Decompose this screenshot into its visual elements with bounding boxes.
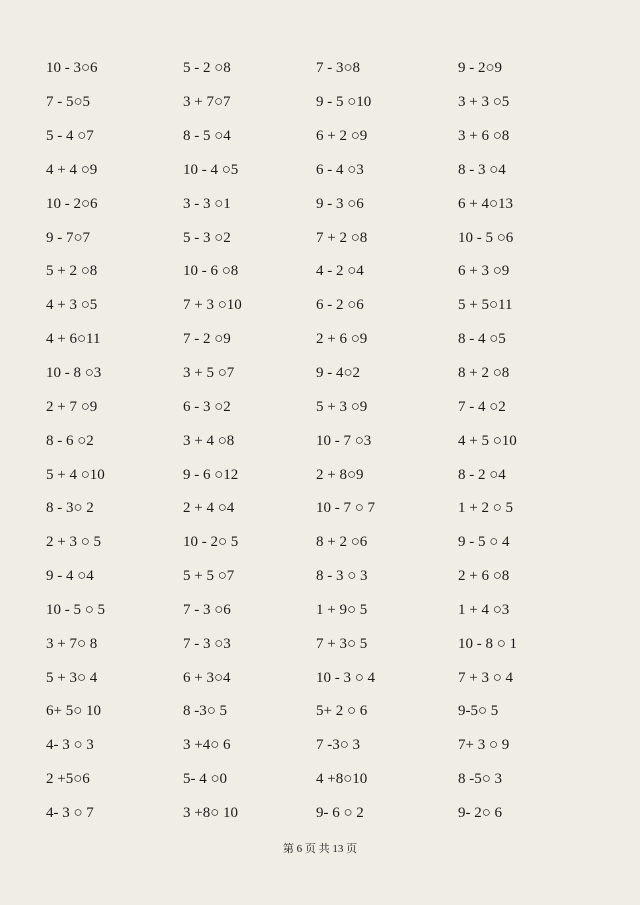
exercise-item: 10 - 4 ○5 [183, 161, 239, 178]
exercise-row [46, 695, 606, 729]
exercise-item: 3 + 6 ○8 [458, 128, 510, 145]
exercise-row [46, 221, 606, 255]
exercise-item: 7 -3○ 3 [316, 737, 361, 754]
exercise-row [46, 797, 606, 831]
exercise-item: 10 - 6 ○8 [183, 263, 239, 280]
exercise-item: 6 + 3 ○9 [458, 263, 510, 280]
exercise-row [46, 729, 606, 763]
exercise-item: 8 -5○ 3 [458, 771, 503, 788]
exercise-item: 2 + 3 ○ 5 [46, 534, 102, 551]
exercise-item: 2 +5○6 [46, 771, 90, 788]
exercise-item: 3 + 7○7 [183, 94, 231, 111]
exercise-item: 4 + 4 ○9 [46, 161, 98, 178]
exercise-item: 6+ 5○ 10 [46, 703, 102, 720]
exercise-item: 7 - 4 ○2 [458, 398, 506, 415]
exercise-item: 10 - 7 ○3 [316, 432, 372, 449]
exercise-item: 10 - 2○ 5 [183, 534, 239, 551]
exercise-item: 5 + 2 ○8 [46, 263, 98, 280]
exercise-row [46, 424, 606, 458]
exercise-item: 4 + 6○11 [46, 331, 101, 348]
exercise-row [46, 594, 606, 628]
exercise-item: 10 - 3 ○ 4 [316, 669, 376, 686]
exercise-item: 8 - 5 ○4 [183, 128, 231, 145]
exercise-item: 4 - 2 ○4 [316, 263, 364, 280]
exercise-item: 3 +4○ 6 [183, 737, 231, 754]
exercise-item: 4 +8○10 [316, 771, 368, 788]
exercise-item: 9-5○ 5 [458, 703, 499, 720]
exercise-item: 9 - 3 ○6 [316, 195, 364, 212]
exercise-item: 8 - 3○ 2 [46, 500, 94, 517]
exercise-item: 3 - 3 ○1 [183, 195, 231, 212]
exercise-item: 1 + 4 ○3 [458, 601, 510, 618]
exercise-item: 2 + 7 ○9 [46, 398, 98, 415]
exercise-item: 3 + 3 ○5 [458, 94, 510, 111]
exercise-item: 4 + 5 ○10 [458, 432, 517, 449]
exercise-item: 5 + 3○ 4 [46, 669, 98, 686]
exercise-item: 5- 4 ○0 [183, 771, 228, 788]
exercise-item: 9 - 4○2 [316, 365, 361, 382]
exercise-item: 7 + 3○ 5 [316, 635, 368, 652]
exercise-item: 5 + 3 ○9 [316, 398, 368, 415]
exercise-item: 4- 3 ○ 7 [46, 804, 94, 821]
exercise-item: 2 + 8○9 [316, 466, 364, 483]
exercise-item: 8 - 4 ○5 [458, 331, 506, 348]
exercise-item: 3 + 4 ○8 [183, 432, 235, 449]
exercise-item: 5 + 4 ○10 [46, 466, 105, 483]
exercise-item: 10 - 5 ○6 [458, 229, 514, 246]
exercise-item: 9 - 5 ○ 4 [458, 534, 510, 551]
exercise-item: 2 + 4 ○4 [183, 500, 235, 517]
exercise-item: 9- 2○ 6 [458, 804, 503, 821]
exercise-item: 8 + 2 ○8 [458, 365, 510, 382]
exercise-item: 6 + 2 ○9 [316, 128, 368, 145]
exercise-item: 5 + 5 ○7 [183, 568, 235, 585]
exercise-item: 8 - 3 ○ 3 [316, 568, 368, 585]
exercise-row [46, 154, 606, 188]
exercise-item: 9 - 6 ○12 [183, 466, 239, 483]
exercise-row [46, 661, 606, 695]
exercise-row [46, 255, 606, 289]
exercise-row [46, 763, 606, 797]
exercise-item: 9 - 4 ○4 [46, 568, 94, 585]
exercise-item: 10 - 5 ○ 5 [46, 601, 106, 618]
exercise-item: 8 -3○ 5 [183, 703, 228, 720]
exercise-item: 9 - 2○9 [458, 60, 503, 77]
exercise-item: 10 - 8 ○ 1 [458, 635, 518, 652]
exercise-item: 10 - 2○6 [46, 195, 98, 212]
exercise-item: 10 - 8 ○3 [46, 365, 102, 382]
exercise-item: 7 - 3 ○6 [183, 601, 231, 618]
exercise-row [46, 86, 606, 120]
exercise-item: 1 + 9○ 5 [316, 601, 368, 618]
exercise-item: 6 - 3 ○2 [183, 398, 231, 415]
exercise-item: 8 - 3 ○4 [458, 161, 506, 178]
exercise-row [46, 627, 606, 661]
exercise-item: 7 - 2 ○9 [183, 331, 231, 348]
exercise-item: 7 + 2 ○8 [316, 229, 368, 246]
exercise-row [46, 390, 606, 424]
exercise-grid [46, 52, 606, 830]
exercise-item: 5 - 2 ○8 [183, 60, 231, 77]
exercise-item: 4 + 3 ○5 [46, 297, 98, 314]
exercise-row [46, 323, 606, 357]
exercise-item: 7 - 5○5 [46, 94, 91, 111]
exercise-item: 2 + 6 ○8 [458, 568, 510, 585]
exercise-row [46, 187, 606, 221]
exercise-item: 10 - 3○6 [46, 60, 98, 77]
exercise-row [46, 458, 606, 492]
exercise-item: 5+ 2 ○ 6 [316, 703, 368, 720]
exercise-item: 1 + 2 ○ 5 [458, 500, 514, 517]
exercise-item: 6 + 3○4 [183, 669, 231, 686]
exercise-item: 9 - 5 ○10 [316, 94, 372, 111]
exercise-item: 9- 6 ○ 2 [316, 804, 364, 821]
exercise-item: 6 - 4 ○3 [316, 161, 364, 178]
exercise-row [46, 526, 606, 560]
exercise-item: 9 - 7○7 [46, 229, 91, 246]
exercise-item: 8 - 2 ○4 [458, 466, 506, 483]
exercise-item: 10 - 7 ○ 7 [316, 500, 376, 517]
exercise-item: 5 - 4 ○7 [46, 128, 94, 145]
exercise-row [46, 492, 606, 526]
exercise-item: 5 - 3 ○2 [183, 229, 231, 246]
exercise-item: 7 - 3○8 [316, 60, 361, 77]
exercise-item: 6 - 2 ○6 [316, 297, 364, 314]
exercise-item: 4- 3 ○ 3 [46, 737, 94, 754]
exercise-item: 2 + 6 ○9 [316, 331, 368, 348]
page-footer: 第 6 页 共 13 页 [282, 843, 358, 855]
exercise-row [46, 560, 606, 594]
exercise-item: 5 + 5○11 [458, 297, 513, 314]
exercise-row [46, 52, 606, 86]
exercise-item: 6 + 4○13 [458, 195, 514, 212]
exercise-item: 7+ 3 ○ 9 [458, 737, 510, 754]
exercise-row [46, 357, 606, 391]
exercise-item: 3 +8○ 10 [183, 804, 239, 821]
exercise-item: 7 + 3 ○10 [183, 297, 242, 314]
exercise-item: 8 + 2 ○6 [316, 534, 368, 551]
exercise-item: 3 + 5 ○7 [183, 365, 235, 382]
exercise-item: 3 + 7○ 8 [46, 635, 98, 652]
exercise-item: 7 + 3 ○ 4 [458, 669, 514, 686]
exercise-row [46, 289, 606, 323]
exercise-item: 8 - 6 ○2 [46, 432, 94, 449]
exercise-row [46, 120, 606, 154]
exercise-item: 7 - 3 ○3 [183, 635, 231, 652]
